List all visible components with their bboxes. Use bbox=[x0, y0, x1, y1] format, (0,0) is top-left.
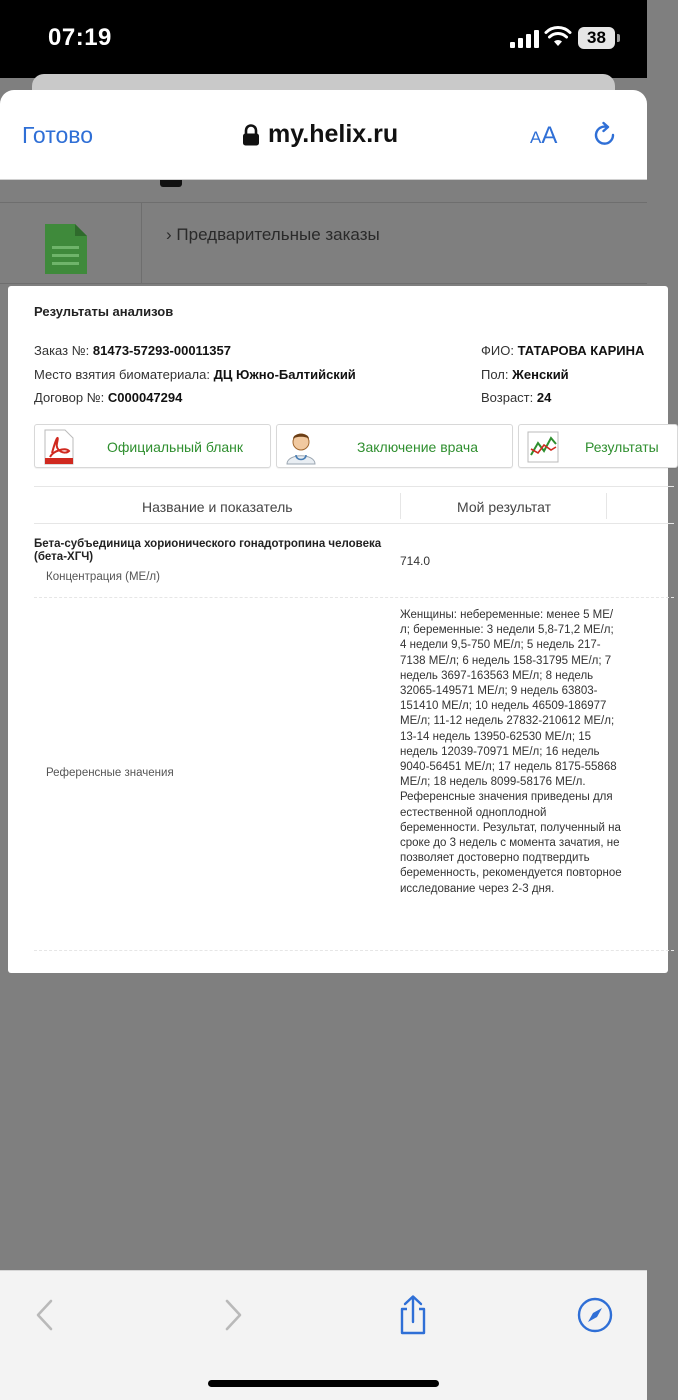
test-name: Бета-субъединица хорионического гонадотропина человека (бета-ХГЧ) bbox=[34, 538, 382, 563]
patient-name: ФИО: ТАТАРОВА КАРИНА bbox=[481, 343, 645, 358]
cellular-signal-icon bbox=[510, 30, 540, 48]
document-icon bbox=[43, 224, 87, 274]
home-indicator bbox=[208, 1380, 439, 1387]
column-header-result: Мой результат bbox=[457, 499, 552, 515]
results-table-header bbox=[34, 486, 674, 524]
text-size-button[interactable]: AA bbox=[530, 122, 558, 149]
chart-icon bbox=[525, 429, 561, 465]
done-button[interactable]: Готово bbox=[22, 122, 94, 148]
status-bar bbox=[0, 0, 647, 78]
browser-header bbox=[0, 90, 647, 180]
battery-tip bbox=[617, 34, 620, 42]
url-text: my.helix.ru bbox=[268, 120, 399, 148]
test-parameter: Концентрация (МЕ/л) bbox=[46, 571, 160, 583]
divider bbox=[141, 203, 142, 283]
doctor-conclusion-button[interactable]: Заключение врача bbox=[276, 424, 513, 468]
wifi-icon bbox=[545, 27, 571, 47]
battery-icon: 38 bbox=[578, 27, 615, 49]
official-form-button[interactable]: Официальный бланк bbox=[34, 424, 271, 468]
test-result-value: 714.0 bbox=[400, 554, 431, 568]
divider bbox=[606, 493, 607, 519]
reference-label: Референсные значения bbox=[46, 767, 174, 779]
row-divider bbox=[34, 597, 674, 598]
pdf-icon bbox=[41, 429, 77, 465]
reference-values: Женщины: небеременные: менее 5 МЕ/л; беременные: 3 недели 5,8-71,2 МЕ/л; 4 недели 9,5-750 МЕ/л; 5 недель 217-7138 МЕ/л; 6 недель 158-31795 МЕ/л; 7 недель 3697-163563 МЕ/л; 8 недель 32065-149571 МЕ/л; 9 недель 63803-151410 МЕ/л; 10 недель 46509-186977 МЕ/л; 11-12 недель 27832-210612 МЕ/л; 13-14 недель 13950-62530 МЕ/л; 15 недель 12039-70971 МЕ/л; 16 недель 9040-56451 МЕ/л; 17 недель 8175-55868 МЕ/л; 18 недель 8099-58176 МЕ/л. Референсные значения приведены для естественной одноплодной беременности. Результат, полученный на сроке до 3 недель с момента зачатия, не позволяет достоверно подтвердить беременность, рекомендуется повторное исследование через 2-3 дня. bbox=[400, 609, 622, 895]
row-divider bbox=[34, 950, 674, 951]
bg-row bbox=[0, 180, 647, 203]
biomaterial-place: Место взятия биоматериала: ДЦ Южно-Балтийский bbox=[34, 367, 356, 382]
divider bbox=[0, 283, 647, 284]
modal-title: Результаты анализов bbox=[34, 304, 174, 319]
order-number: Заказ №: 81473-57293-00011357 bbox=[34, 343, 231, 358]
back-icon[interactable] bbox=[26, 1295, 66, 1335]
patient-sex: Пол: Женский bbox=[481, 367, 569, 382]
share-icon[interactable] bbox=[393, 1295, 433, 1335]
preliminary-orders-link[interactable]: › Предварительные заказы bbox=[166, 225, 380, 244]
contract-number: Договор №: С000047294 bbox=[34, 390, 183, 405]
forward-icon[interactable] bbox=[212, 1295, 252, 1335]
address-bar[interactable] bbox=[242, 120, 398, 149]
column-header-name: Название и показатель bbox=[142, 499, 293, 515]
lock-icon bbox=[242, 124, 260, 146]
doctor-icon bbox=[283, 429, 319, 465]
checkbox-icon bbox=[160, 180, 182, 187]
patient-age: Возраст: 24 bbox=[481, 390, 552, 405]
reload-icon[interactable] bbox=[590, 120, 620, 150]
status-time: 07:19 bbox=[48, 24, 112, 51]
divider bbox=[400, 493, 401, 519]
chevron-right-icon: › bbox=[166, 225, 172, 244]
results-modal bbox=[8, 286, 668, 973]
compass-icon[interactable] bbox=[575, 1295, 615, 1335]
results-button[interactable]: Результаты bbox=[518, 424, 678, 468]
